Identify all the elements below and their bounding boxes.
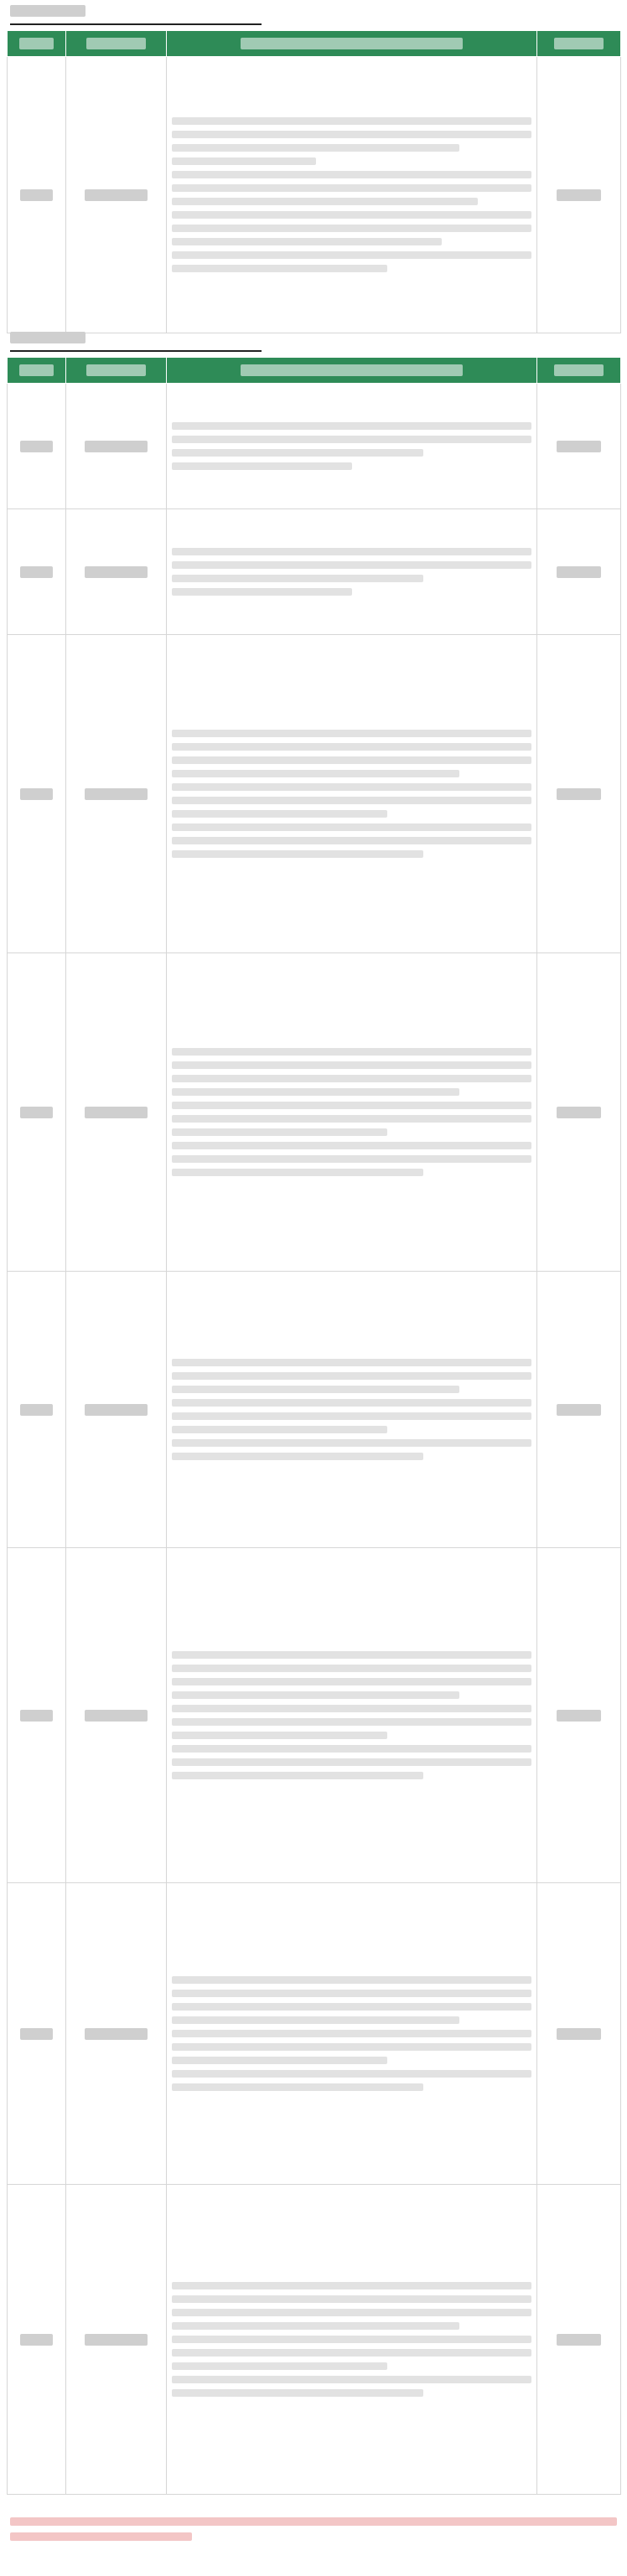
name-cell xyxy=(66,953,167,1272)
name-cell xyxy=(66,1883,167,2185)
header-cell xyxy=(167,358,537,384)
header-cell xyxy=(167,31,537,57)
category-cell xyxy=(8,509,66,635)
category-cell xyxy=(8,1272,66,1548)
table-row xyxy=(8,1883,621,2185)
name-cell xyxy=(66,2185,167,2495)
name-cell xyxy=(66,1548,167,1883)
header-cell xyxy=(537,358,621,384)
section-title-placeholder xyxy=(10,5,86,17)
section-title-optional xyxy=(10,332,262,352)
description-cell xyxy=(167,384,537,509)
name-cell xyxy=(66,57,167,333)
footnote xyxy=(10,2517,617,2548)
section-title-basic xyxy=(10,5,262,25)
amount-cell xyxy=(537,2185,621,2495)
description-cell xyxy=(167,1548,537,1883)
table-row xyxy=(8,953,621,1272)
amount-cell xyxy=(537,1548,621,1883)
table-row xyxy=(8,384,621,509)
description-cell xyxy=(167,1883,537,2185)
description-cell xyxy=(167,509,537,635)
header-cell xyxy=(8,31,66,57)
basic-coverage-table xyxy=(7,30,621,333)
amount-cell xyxy=(537,635,621,953)
category-cell xyxy=(8,1883,66,2185)
table-row xyxy=(8,509,621,635)
name-cell xyxy=(66,1272,167,1548)
table-header-row xyxy=(8,358,621,384)
table-row xyxy=(8,1548,621,1883)
amount-cell xyxy=(537,57,621,333)
category-cell xyxy=(8,1548,66,1883)
header-cell xyxy=(66,358,167,384)
header-cell xyxy=(66,31,167,57)
amount-cell xyxy=(537,1883,621,2185)
header-cell xyxy=(537,31,621,57)
name-cell xyxy=(66,509,167,635)
description-cell xyxy=(167,57,537,333)
category-cell xyxy=(8,384,66,509)
name-cell xyxy=(66,384,167,509)
amount-cell xyxy=(537,384,621,509)
table-row xyxy=(8,2185,621,2495)
category-cell xyxy=(8,2185,66,2495)
amount-cell xyxy=(537,509,621,635)
category-cell xyxy=(8,635,66,953)
amount-cell xyxy=(537,1272,621,1548)
table-row xyxy=(8,1272,621,1548)
description-cell xyxy=(167,2185,537,2495)
section-title-placeholder xyxy=(10,332,86,343)
header-cell xyxy=(8,358,66,384)
description-cell xyxy=(167,1272,537,1548)
category-cell xyxy=(8,953,66,1272)
amount-cell xyxy=(537,953,621,1272)
category-cell xyxy=(8,57,66,333)
description-cell xyxy=(167,953,537,1272)
optional-coverage-table xyxy=(7,357,621,2495)
table-row xyxy=(8,635,621,953)
description-cell xyxy=(167,635,537,953)
table-header-row xyxy=(8,31,621,57)
name-cell xyxy=(66,635,167,953)
table-row xyxy=(8,57,621,333)
